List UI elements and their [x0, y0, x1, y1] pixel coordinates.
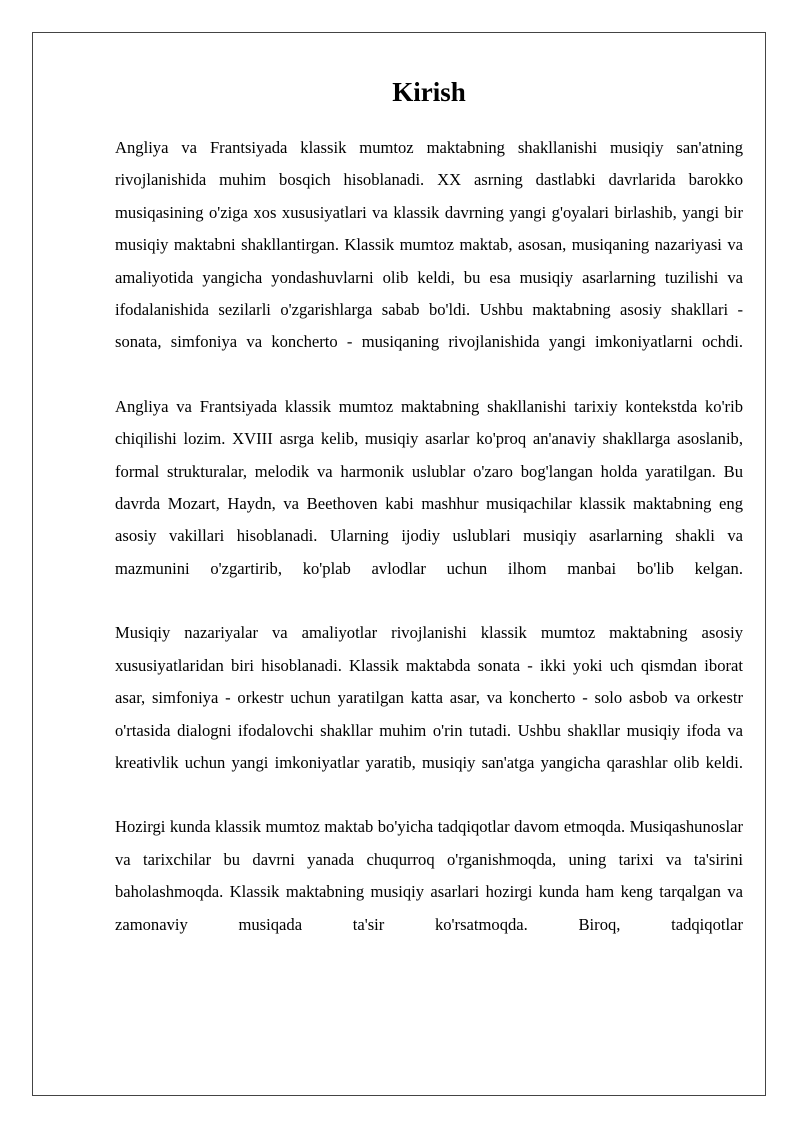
paragraph-4: Hozirgi kunda klassik mumtoz maktab bo'yicha tadqiqotlar davom etmoqda. Musiqashunoslar va tarixchilar bu davrni yanada chuqurroq o'rganishmoqda, uning tarixi va ta'sirini baholashmoqda. Klassik maktabning musiqiy asarlari hozirgi kunda ham keng tarqalgan va zamonaviy musiqada ta'sir ko'rsatmoqda. Biroq, tadqiqotlar [115, 817, 743, 934]
paragraph-2: Angliya va Frantsiyada klassik mumtoz maktabning shakllanishi tarixiy kontekstda ko'rib chiqilishi lozim. XVIII asrga kelib, musiqiy asarlar ko'proq an'anaviy shakllarga asoslanib, formal strukturalar, melodik va harmonik uslublar o'zaro bog'langan holda yaratilgan. Bu davrda Mozart, Haydn, va Beethoven kabi mashhur musiqachilar klassik maktabning eng asosiy vakillari hisoblanadi. Ularning ijodiy uslublari musiqiy asarlarning shakli va mazmunini o'zgartirib, ko'plab avlodlar uchun ilhom manbai bo'lib kelgan. [115, 396, 743, 578]
paragraph-3: Musiqiy nazariyalar va amaliyotlar rivojlanishi klassik mumtoz maktabning asosiy xususiyatlaridan biri hisoblanadi. Klassik maktabda sonata - ikki yoki uch qismdan iborat asar, simfoniya - orkestr uchun yaratilgan katta asar, va koncherto - solo asbob va orkestr o'rtasida dialogni ifodalovchi shakllar muhim o'rin tutadi. Ushbu shakllar musiqiy ifoda va kreativlik uchun yangi imkoniyatlar yaratib, musiqiy san'atga yangicha qarashlar olib keldi. [115, 623, 743, 772]
paragraph-1: Angliya va Frantsiyada klassik mumtoz maktabning shakllanishi musiqiy san'atning rivojlanishida muhim bosqich hisoblanadi. XX asrning dastlabki davrlarida barokko musiqasining o'ziga xos xususiyatlari va klassik davrning yangi g'oyalari birlashib, yangi bir musiqiy maktabni shakllantirgan. Klassik mumtoz maktab, asosan, musiqaning nazariyasi va amaliyotida yangicha yondashuvlarni olib keldi, bu esa musiqiy asarlarning tuzilishi va ifodalanishida sezilarli o'zgarishlarga sabab bo'ldi. Ushbu maktabning asosiy shakllari - sonata, simfoniya va koncherto - musiqaning rivojlanishida yangi imkoniyatlarni ochdi. [115, 138, 743, 352]
document-body [115, 74, 743, 973]
document-title: Kirish [392, 77, 466, 107]
